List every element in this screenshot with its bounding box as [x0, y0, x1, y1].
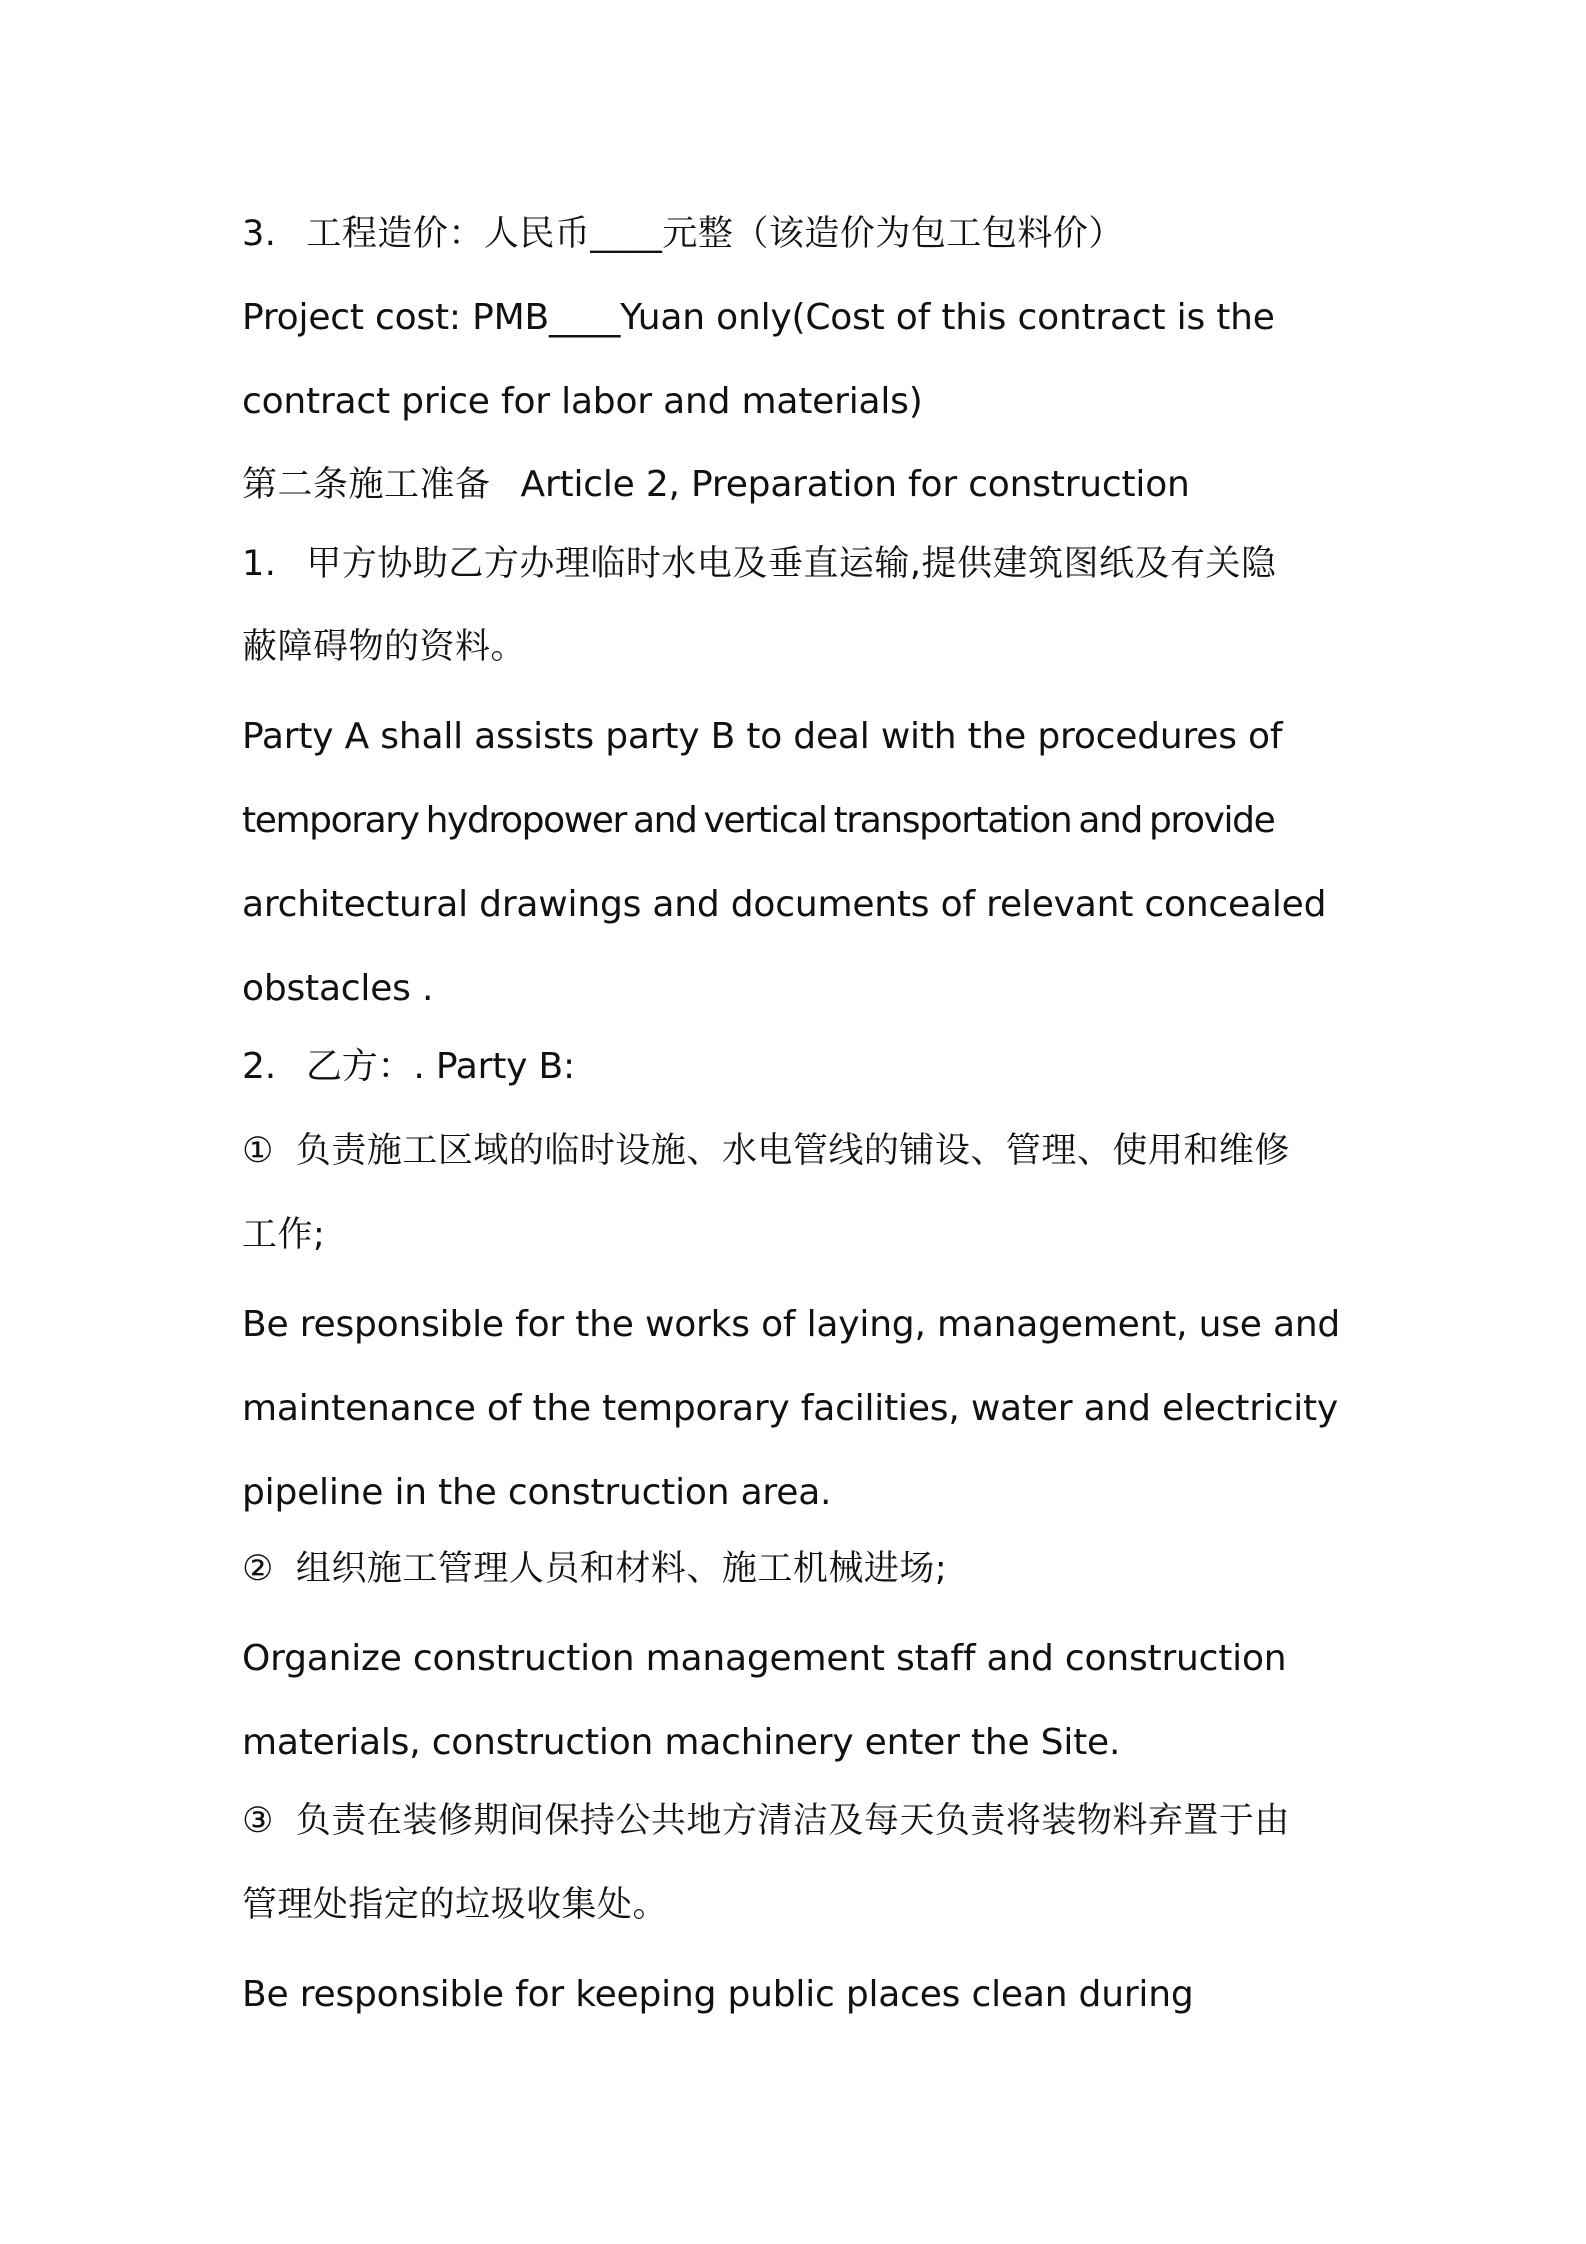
item-1-cn-line-2: 蔽障碍物的资料。	[242, 627, 527, 667]
cost-clause-en-line-2: contract price for labor and materials)	[242, 381, 923, 422]
item-1-en-line-2: temporary hydropower and vertical transportation and provide	[242, 800, 1275, 841]
item-1-text: 甲方协助乙方办理临时水电及垂直运输,提供建筑图纸及有关隐	[306, 544, 1277, 584]
sub-item-1-en-line-2: maintenance of the temporary facilities, water and electricity	[242, 1388, 1339, 1429]
sub-item-3-text: 负责在装修期间保持公共地方清洁及每天负责将装物料弃置于由	[295, 1801, 1290, 1841]
clause-number: 3.	[242, 214, 277, 254]
sub-item-1-en-line-1: Be responsible for the works of laying, management, use and	[242, 1304, 1341, 1345]
item-1-en-line-4: obstacles .	[242, 968, 434, 1009]
article-2-heading-en: Article 2, Preparation for construction	[520, 464, 1190, 505]
sub-item-2-en-line-2: materials, construction machinery enter the Site.	[242, 1722, 1121, 1763]
sub-item-marker: ①	[242, 1131, 274, 1171]
sub-item-1-cn-line-2: 工作;	[242, 1215, 326, 1255]
item-number: 1.	[242, 544, 277, 584]
sub-item-3-cn-line-1	[242, 1799, 1372, 1843]
clause-text: 工程造价：人民币____元整（该造价为包工包料价）	[306, 214, 1124, 254]
cost-clause-cn	[242, 212, 1372, 256]
article-2-heading-cn: 第二条施工准备	[242, 465, 491, 505]
item-2-label: 乙方：. Party B:	[305, 1046, 575, 1087]
item-1-en-line-1: Party A shall assists party B to deal with the procedures of	[242, 716, 1283, 757]
sub-item-1-text: 负责施工区域的临时设施、水电管线的铺设、管理、使用和维修	[295, 1131, 1290, 1171]
sub-item-marker: ②	[242, 1549, 274, 1589]
sub-item-3-en-line-1: Be responsible for keeping public places clean during	[242, 1974, 1194, 2015]
cost-clause-en-line-1: Project cost: PMB____Yuan only(Cost of this contract is the	[242, 297, 1275, 338]
sub-item-1-en-line-3: pipeline in the construction area.	[242, 1472, 832, 1513]
sub-item-2-cn	[242, 1547, 1372, 1591]
sub-item-marker: ③	[242, 1801, 274, 1841]
item-1-cn-line-1	[242, 542, 1372, 586]
item-number: 2.	[242, 1046, 276, 1087]
sub-item-2-en-line-1: Organize construction management staff and construction	[242, 1638, 1287, 1679]
sub-item-1-cn-line-1	[242, 1129, 1372, 1173]
item-1-en-line-3: architectural drawings and documents of relevant concealed	[242, 884, 1327, 925]
item-2-heading	[242, 1045, 1372, 1089]
sub-item-2-text: 组织施工管理人员和材料、施工机械进场;	[295, 1549, 948, 1589]
sub-item-3-cn-line-2: 管理处指定的垃圾收集处。	[242, 1885, 669, 1925]
article-2-heading	[242, 463, 1372, 507]
